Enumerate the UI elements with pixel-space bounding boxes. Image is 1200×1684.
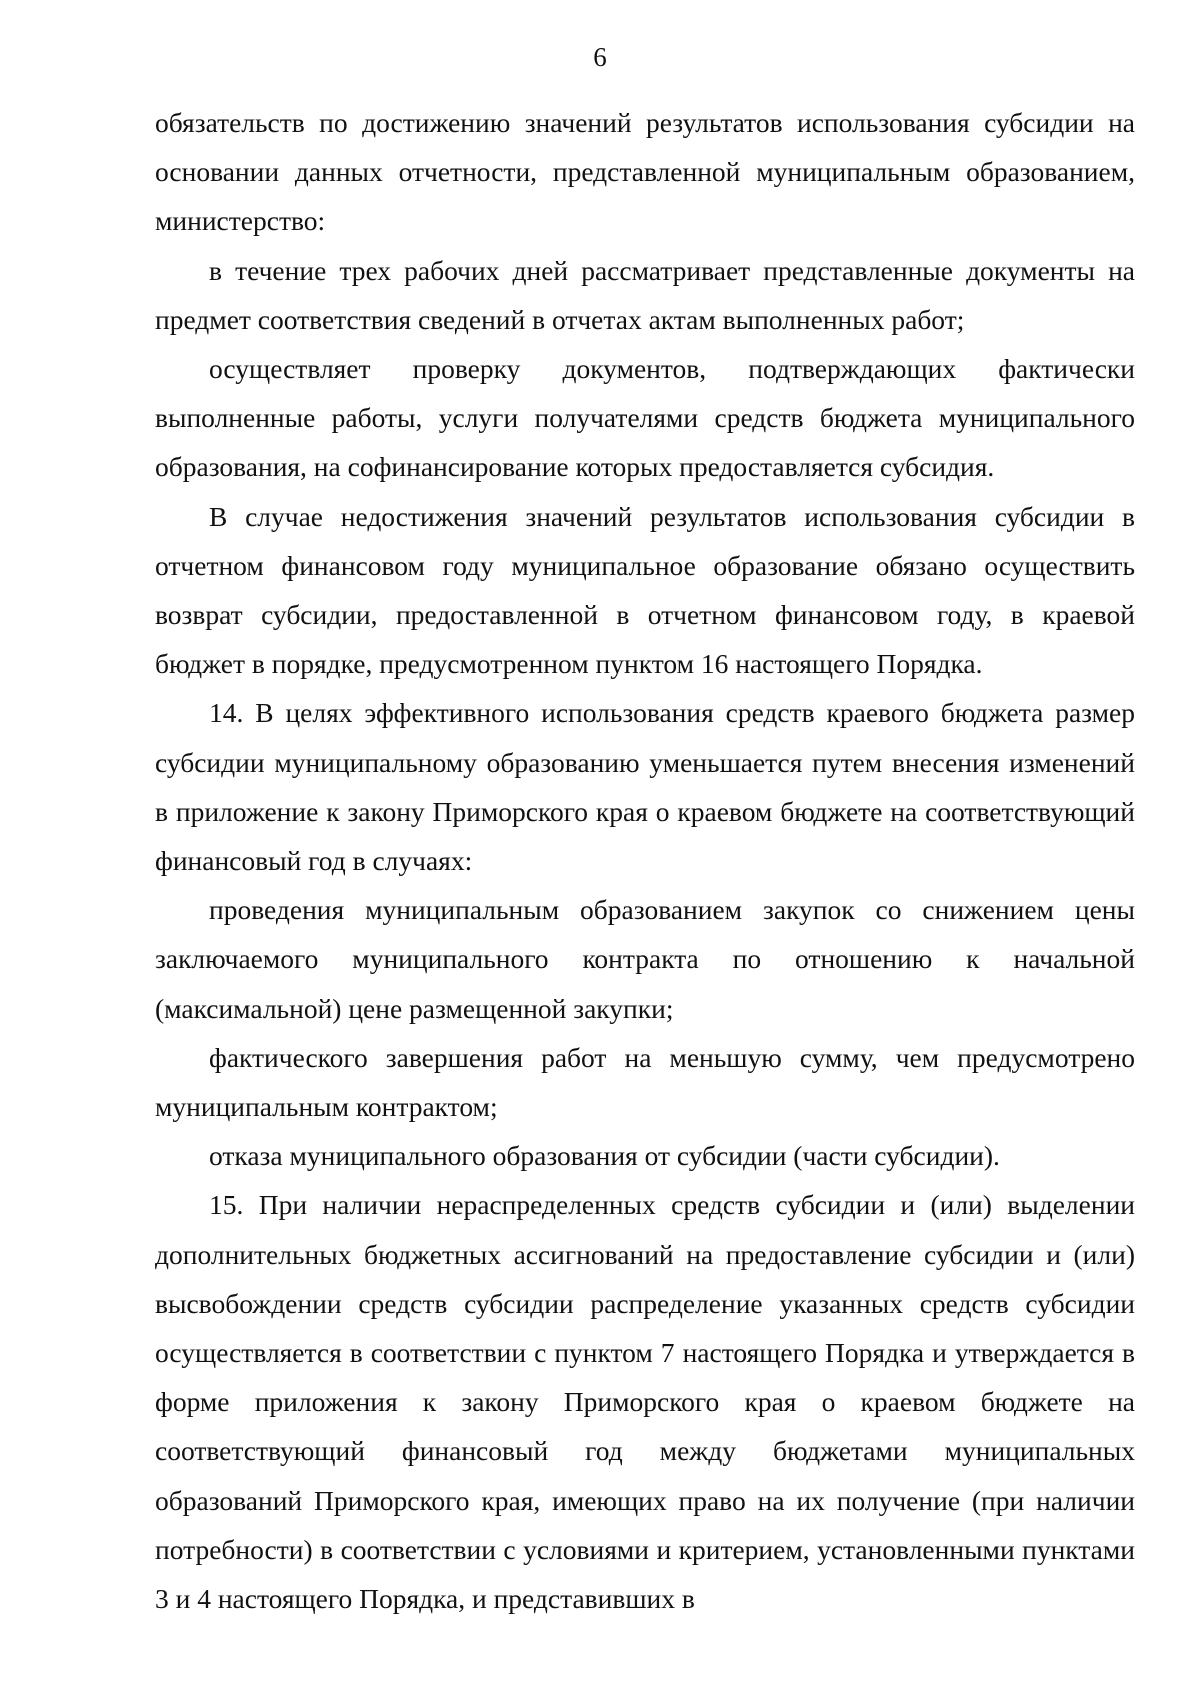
paragraph-case-procurement: проведения муниципальным образованием закупок со снижением цены заключаемого муниципального контракта по отношению к начальной (максимальной) цене размещенной закупки;	[155, 894, 1135, 1024]
paragraph-obligations-continuation: обязательств по достижению значений результатов использования субсидии на основании данных отчетности, представленной муниципальным образованием, министерство:	[155, 107, 1135, 237]
paragraph-item-14: 14. В целях эффективного использования средств краевого бюджета размер субсидии муниципальному образованию уменьшается путем внесения изменений в приложение к закону Приморского края о краевом бюджете на соответствующий финансовый год в случаях:	[155, 697, 1135, 877]
document-body	[155, 98, 1135, 1623]
paragraph-case-completion: фактического завершения работ на меньшую сумму, чем предусмотрено муниципальным контрактом;	[155, 1041, 1135, 1123]
paragraph-item-15: 15. При наличии нераспределенных средств субсидии и (или) выделении дополнительных бюджетных ассигнований на предоставление субсидии и (или) высвобождении средств субсидии распределение указанных средств субсидии осуществляется в соответствии с пунктом 7 настоящего Порядка и утверждается в форме приложения к закону Приморского края о краевом бюджете на соответствующий финансовый год между бюджетами муниципальных образований Приморского края, имеющих право на их получение (при наличии потребности) в соответствии с условиями и критерием, установленными пунктами 3 и 4 настоящего Порядка, и представивших в	[155, 1189, 1135, 1615]
page-number: 6	[593, 42, 607, 72]
paragraph-subsidy-return: В случае недостижения значений результатов использования субсидии в отчетном финансовом году муниципальное образование обязано осуществить возврат субсидии, предоставленной в отчетном финансовом году, в краевой бюджет в порядке, предусмотренном пунктом 16 настоящего Порядка.	[155, 500, 1135, 680]
paragraph-verify-documents: осуществляет проверку документов, подтверждающих фактически выполненные работы, услуги получателями средств бюджета муниципального образования, на софинансирование которых предоставляется субсидия.	[155, 353, 1135, 483]
paragraph-case-refusal: отказа муниципального образования от субсидии (части субсидии).	[209, 1140, 1000, 1172]
paragraph-review-documents: в течение трех рабочих дней рассматривает представленные документы на предмет соответствия сведений в отчетах актам выполненных работ;	[155, 254, 1135, 335]
